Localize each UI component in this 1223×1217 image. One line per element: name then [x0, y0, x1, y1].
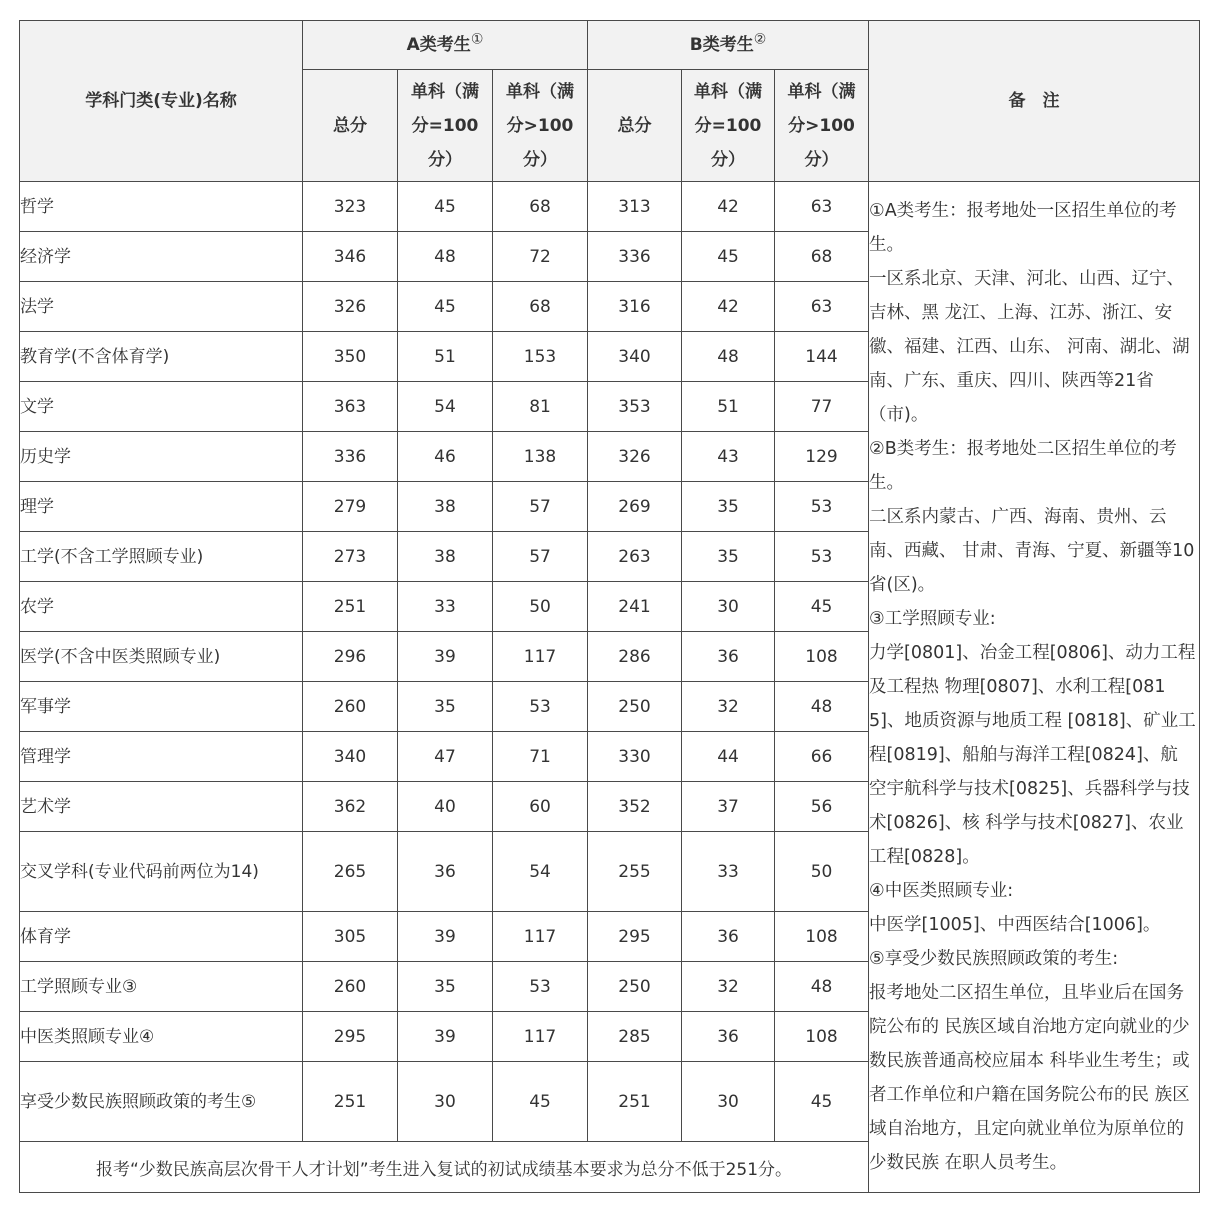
b-total-cell: 326: [588, 432, 682, 482]
b-single-100-cell: 51: [682, 382, 775, 432]
a-single-gt100-cell: 50: [493, 582, 588, 632]
a-total-cell: 251: [303, 1062, 398, 1142]
b-single-gt100-cell: 66: [775, 732, 869, 782]
b-single-gt100-cell: 48: [775, 682, 869, 732]
b-single-gt100-cell: 108: [775, 912, 869, 962]
subject-name: 历史学: [20, 432, 303, 482]
a-single-100-cell: 48: [398, 232, 493, 282]
remark-paragraph: ②B类考生：报考地处二区招生单位的考生。: [869, 439, 1177, 493]
b-single-gt100-cell: 108: [775, 1012, 869, 1062]
b-single-100-cell: 43: [682, 432, 775, 482]
table-row: [20, 182, 1200, 232]
a-total-cell: 260: [303, 962, 398, 1012]
a-single-100-cell: 51: [398, 332, 493, 382]
b-total-cell: 263: [588, 532, 682, 582]
b-single-gt100-cell: 68: [775, 232, 869, 282]
b-single-gt100-cell: 53: [775, 532, 869, 582]
a-total-cell: 350: [303, 332, 398, 382]
a-single-100-cell: 45: [398, 282, 493, 332]
b-total-cell: 250: [588, 682, 682, 732]
remark-paragraph: 中医学[1005]、中西医结合[1006]。: [869, 915, 1161, 935]
subject-name: 军事学: [20, 682, 303, 732]
a-total-cell: 273: [303, 532, 398, 582]
a-single-100-header: 单科（满分=100分）: [398, 70, 493, 182]
b-total-cell: 340: [588, 332, 682, 382]
group-b-header: B类考生②: [588, 21, 869, 70]
subject-name: 农学: [20, 582, 303, 632]
a-single-100-cell: 40: [398, 782, 493, 832]
b-single-gt100-cell: 53: [775, 482, 869, 532]
a-single-100-cell: 39: [398, 632, 493, 682]
b-total-cell: 286: [588, 632, 682, 682]
subject-name: 艺术学: [20, 782, 303, 832]
b-total-cell: 336: [588, 232, 682, 282]
subject-name: 交叉学科(专业代码前两位为14): [20, 832, 303, 912]
a-single-100-cell: 33: [398, 582, 493, 632]
footnote-text: 报考“少数民族高层次骨干人才计划”考生进入复试的初试成绩基本要求为总分不低于251分。: [20, 1142, 869, 1193]
a-total-cell: 305: [303, 912, 398, 962]
a-single-gt100-cell: 71: [493, 732, 588, 782]
a-single-gt100-cell: 117: [493, 1012, 588, 1062]
a-single-100-cell: 35: [398, 682, 493, 732]
b-single-gt100-cell: 56: [775, 782, 869, 832]
a-single-gt100-cell: 53: [493, 682, 588, 732]
remark-paragraph: 一区系北京、天津、河北、山西、辽宁、吉林、黑 龙江、上海、江苏、浙江、安徽、福建、江西、山东、 河南、湖北、湖南、广东、重庆、四川、陕西等21省（市)。: [869, 269, 1190, 425]
remarks-header: 备 注: [869, 21, 1200, 182]
a-total-cell: 251: [303, 582, 398, 632]
b-single-gt100-cell: 63: [775, 282, 869, 332]
a-single-100-cell: 36: [398, 832, 493, 912]
subject-name: 法学: [20, 282, 303, 332]
b-single-100-cell: 37: [682, 782, 775, 832]
b-single-100-cell: 35: [682, 532, 775, 582]
b-total-cell: 330: [588, 732, 682, 782]
remark-paragraph: 二区系内蒙古、广西、海南、贵州、云南、西藏、 甘肃、青海、宁夏、新疆等10省(区)。: [869, 507, 1195, 595]
a-total-cell: 336: [303, 432, 398, 482]
a-total-cell: 363: [303, 382, 398, 432]
a-total-cell: 323: [303, 182, 398, 232]
a-single-gt100-header: 单科（满分>100分）: [493, 70, 588, 182]
subject-name: 管理学: [20, 732, 303, 782]
b-single-gt100-cell: 144: [775, 332, 869, 382]
a-single-gt100-cell: 117: [493, 912, 588, 962]
a-single-gt100-cell: 54: [493, 832, 588, 912]
subject-name: 哲学: [20, 182, 303, 232]
b-single-gt100-cell: 129: [775, 432, 869, 482]
a-total-cell: 346: [303, 232, 398, 282]
a-single-100-cell: 47: [398, 732, 493, 782]
b-single-100-cell: 30: [682, 582, 775, 632]
subject-name: 文学: [20, 382, 303, 432]
group-a-footnote-mark: ①: [470, 31, 484, 48]
a-single-gt100-cell: 117: [493, 632, 588, 682]
a-single-gt100-cell: 153: [493, 332, 588, 382]
b-single-gt100-header: 单科（满分>100分）: [775, 70, 869, 182]
a-single-100-cell: 45: [398, 182, 493, 232]
b-total-cell: 316: [588, 282, 682, 332]
a-single-gt100-cell: 81: [493, 382, 588, 432]
b-single-100-cell: 32: [682, 962, 775, 1012]
remark-paragraph: 力学[0801]、冶金工程[0806]、动力工程及工程热 物理[0807]、水利工程[0815]、地质资源与地质工程 [0818]、矿业工程[0819]、船舶与海洋工程[0824]、航 空宇航科学与技术[0825]、兵器科学与技术[0826]、核 科学与技术[0827]、农业工程[0828]。: [869, 643, 1196, 867]
b-single-gt100-cell: 45: [775, 582, 869, 632]
a-single-gt100-cell: 53: [493, 962, 588, 1012]
subject-column-header: 学科门类(专业)名称: [20, 21, 303, 182]
b-total-cell: 251: [588, 1062, 682, 1142]
a-total-header: 总分: [303, 70, 398, 182]
a-single-100-cell: 39: [398, 912, 493, 962]
a-total-cell: 326: [303, 282, 398, 332]
b-total-header: 总分: [588, 70, 682, 182]
a-total-cell: 296: [303, 632, 398, 682]
b-single-100-cell: 36: [682, 632, 775, 682]
subject-name: 教育学(不含体育学): [20, 332, 303, 382]
a-total-cell: 362: [303, 782, 398, 832]
a-single-gt100-cell: 57: [493, 532, 588, 582]
subject-name: 工学(不含工学照顾专业): [20, 532, 303, 582]
b-single-100-cell: 33: [682, 832, 775, 912]
b-single-100-cell: 32: [682, 682, 775, 732]
b-single-100-cell: 30: [682, 1062, 775, 1142]
b-total-cell: 352: [588, 782, 682, 832]
b-total-cell: 269: [588, 482, 682, 532]
subject-name: 体育学: [20, 912, 303, 962]
a-total-cell: 340: [303, 732, 398, 782]
b-single-100-cell: 45: [682, 232, 775, 282]
b-total-cell: 255: [588, 832, 682, 912]
a-total-cell: 295: [303, 1012, 398, 1062]
a-single-gt100-cell: 45: [493, 1062, 588, 1142]
a-single-100-cell: 35: [398, 962, 493, 1012]
group-b-footnote-mark: ②: [753, 31, 767, 48]
a-single-100-cell: 30: [398, 1062, 493, 1142]
subject-name: 工学照顾专业③: [20, 962, 303, 1012]
a-single-100-cell: 39: [398, 1012, 493, 1062]
subject-name: 中医类照顾专业④: [20, 1012, 303, 1062]
remark-paragraph: ⑤享受少数民族照顾政策的考生:: [869, 949, 1119, 969]
remark-paragraph: 报考地处二区招生单位，且毕业后在国务院公布的 民族区域自治地方定向就业的少数民族普通高校应届本 科毕业生考生；或者工作单位和户籍在国务院公布的民 族区域自治地方，且定向就业单位为原单位的少数民族 在职人员考生。: [869, 983, 1190, 1173]
b-single-100-cell: 36: [682, 1012, 775, 1062]
b-total-cell: 241: [588, 582, 682, 632]
b-single-100-cell: 35: [682, 482, 775, 532]
score-table: [19, 20, 1200, 1193]
a-single-gt100-cell: 60: [493, 782, 588, 832]
b-single-gt100-cell: 48: [775, 962, 869, 1012]
subject-name: 享受少数民族照顾政策的考生⑤: [20, 1062, 303, 1142]
b-total-cell: 353: [588, 382, 682, 432]
b-single-gt100-cell: 50: [775, 832, 869, 912]
a-single-gt100-cell: 72: [493, 232, 588, 282]
b-total-cell: 285: [588, 1012, 682, 1062]
a-single-gt100-cell: 68: [493, 282, 588, 332]
remark-paragraph: ④中医类照顾专业:: [869, 881, 1014, 901]
a-single-gt100-cell: 68: [493, 182, 588, 232]
b-total-cell: 250: [588, 962, 682, 1012]
b-single-gt100-cell: 108: [775, 632, 869, 682]
a-single-100-cell: 46: [398, 432, 493, 482]
a-single-100-cell: 54: [398, 382, 493, 432]
a-single-100-cell: 38: [398, 482, 493, 532]
remark-paragraph: ③工学照顾专业:: [869, 609, 996, 629]
b-single-gt100-cell: 45: [775, 1062, 869, 1142]
a-total-cell: 265: [303, 832, 398, 912]
b-single-100-cell: 36: [682, 912, 775, 962]
b-total-cell: 295: [588, 912, 682, 962]
b-single-100-cell: 42: [682, 182, 775, 232]
remark-paragraph: ①A类考生：报考地处一区招生单位的考生。: [869, 201, 1177, 255]
a-total-cell: 260: [303, 682, 398, 732]
b-single-gt100-cell: 77: [775, 382, 869, 432]
remarks-cell: [869, 182, 1200, 1193]
b-single-100-cell: 48: [682, 332, 775, 382]
a-single-gt100-cell: 138: [493, 432, 588, 482]
b-total-cell: 313: [588, 182, 682, 232]
a-single-100-cell: 38: [398, 532, 493, 582]
a-single-gt100-cell: 57: [493, 482, 588, 532]
b-single-100-cell: 42: [682, 282, 775, 332]
subject-name: 理学: [20, 482, 303, 532]
subject-name: 经济学: [20, 232, 303, 282]
b-single-gt100-cell: 63: [775, 182, 869, 232]
a-total-cell: 279: [303, 482, 398, 532]
subject-name: 医学(不含中医类照顾专业): [20, 632, 303, 682]
b-single-100-header: 单科（满分=100分）: [682, 70, 775, 182]
group-a-header: A类考生①: [303, 21, 588, 70]
b-single-100-cell: 44: [682, 732, 775, 782]
